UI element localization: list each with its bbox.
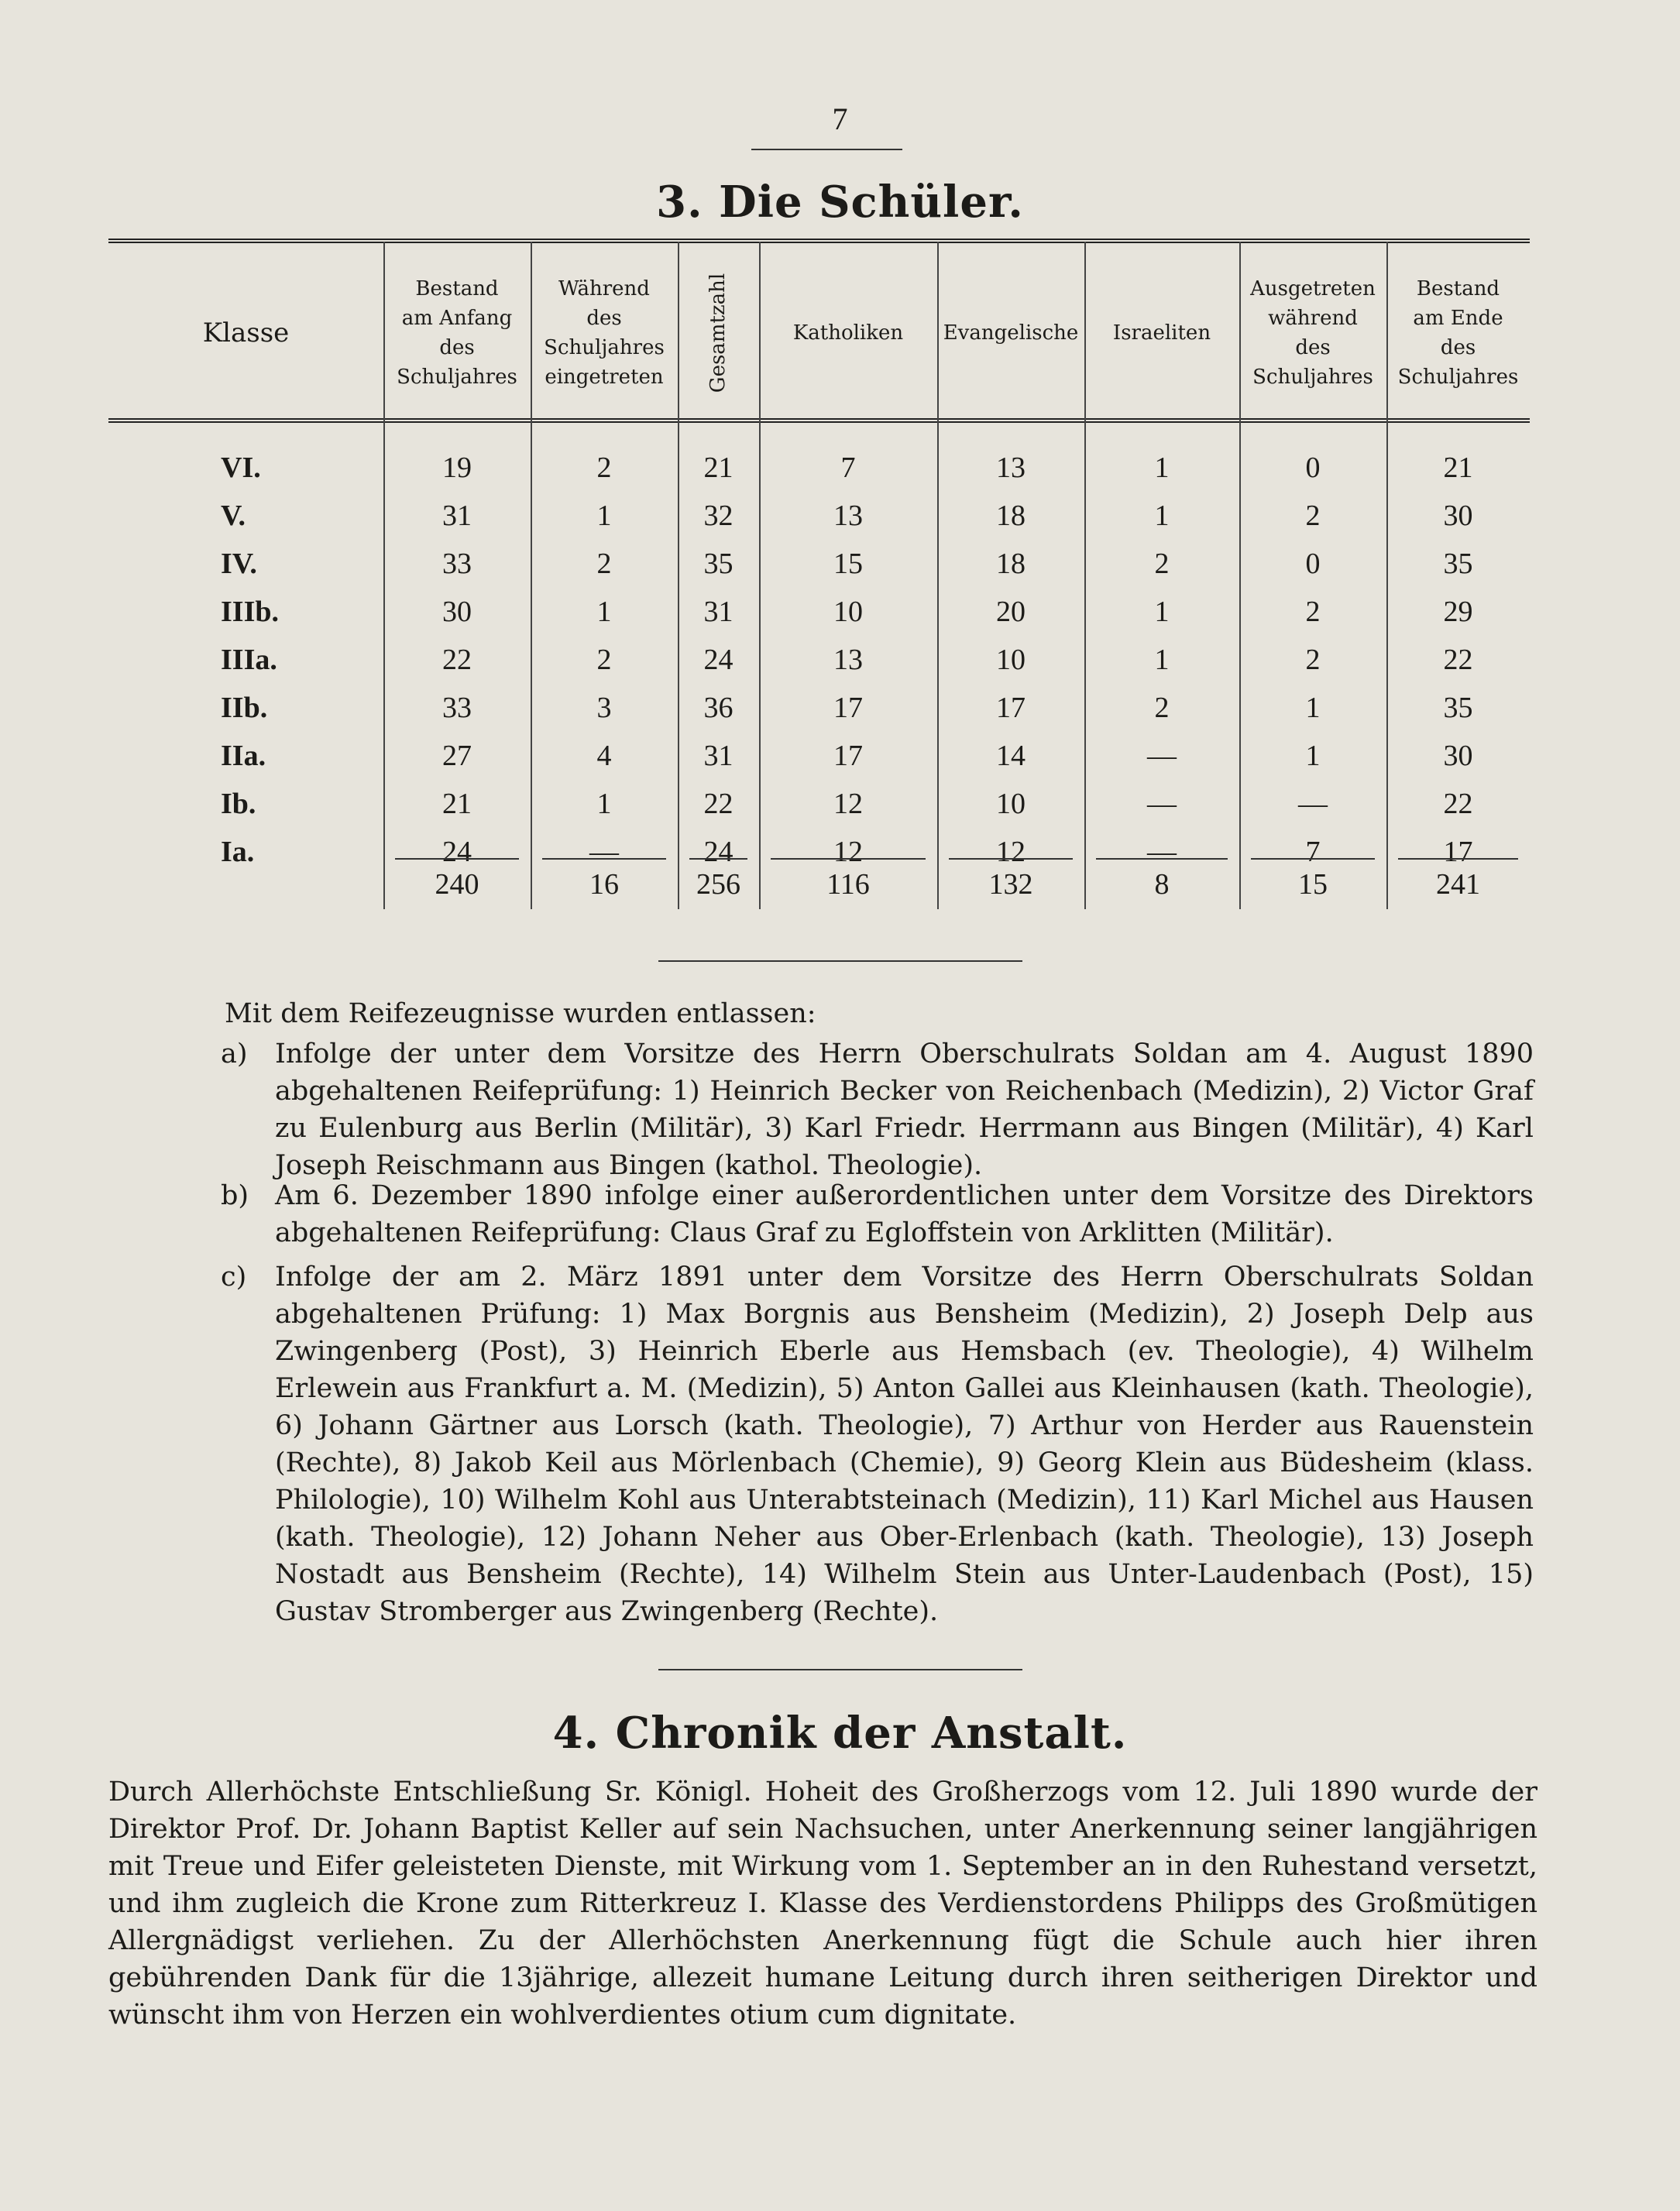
chronicle-paragraph: Durch Allerhöchste Entschließung Sr. Königl. Hoheit des Großherzogs vom 12. Juli 1890 wurde der Direktor Prof. Dr. Johann Baptist Keller auf sein Nachsuchen, unter Anerkennung seiner langjährigen mit Treue und Eifer geleisteten Dienste, mit Wirkung vom 1. September an in den Ruhestand versetzt, und ihm zugleich die Krone zum Ritterkreuz I. Klasse des Verdienstordens Philipps des Großmütigen Allergnädigst verliehen. Zu der Allerhöchsten Anerkennung fügt die Schule auch hier ihren gebührenden Dank für die 13jährige, allezeit humane Leitung durch ihren seitherigen Direktor und wünscht ihm von Herzen ein wohlverdientes otium cum dignitate.	[108, 1777, 1537, 2031]
table-header-cell	[1239, 252, 1386, 414]
table-row-class: V.	[221, 500, 246, 532]
table-cell: 18	[996, 500, 1026, 532]
table-cell: 31	[703, 740, 733, 772]
totals-rule	[1096, 858, 1228, 860]
table-cell: 35	[1443, 692, 1473, 724]
table-header-cell	[678, 252, 759, 414]
table-cell: 2	[1305, 644, 1321, 676]
item-label: b)	[221, 1180, 249, 1211]
table-header-cell	[1084, 252, 1239, 414]
table-cell: 2	[1154, 692, 1170, 724]
totals-rule	[542, 858, 666, 860]
table-cell: 24	[703, 644, 733, 676]
table-cell: 29	[1443, 596, 1473, 628]
header-line: Bestand	[415, 277, 499, 300]
table-row-class: Ib.	[221, 788, 256, 820]
header-line: Schuljahres	[397, 366, 517, 389]
table-cell: 12	[996, 836, 1026, 868]
item-label: c)	[221, 1262, 247, 1293]
table-row-class: IIIa.	[221, 644, 277, 676]
header-line: Evangelische	[943, 321, 1079, 345]
table-cell: 22	[442, 644, 472, 676]
separator-rule	[658, 1669, 1022, 1670]
table-cell: 2	[596, 451, 612, 484]
table-total-cell: 241	[1436, 868, 1480, 901]
header-line: Während	[558, 277, 650, 300]
table-cell: 13	[833, 500, 863, 532]
table-total-cell: 8	[1154, 868, 1170, 901]
header-line: Schuljahres	[1252, 366, 1373, 389]
table-cell: 7	[840, 451, 856, 484]
table-cell: 4	[596, 740, 612, 772]
table-cell: 2	[596, 548, 612, 580]
table-cell: 1	[1154, 500, 1170, 532]
table-cell: 21	[703, 451, 733, 484]
table-cell: 15	[833, 548, 863, 580]
table-top-rule	[108, 239, 1530, 243]
header-line: Israeliten	[1112, 321, 1211, 345]
header-line: Klasse	[202, 318, 290, 348]
table-cell: 2	[1305, 500, 1321, 532]
table-cell: 10	[996, 788, 1026, 820]
table-cell: 17	[833, 740, 863, 772]
table-cell: 31	[703, 596, 733, 628]
table-cell: 1	[1154, 451, 1170, 484]
header-line: während	[1268, 307, 1358, 330]
table-header-cell	[1386, 252, 1530, 414]
header-line: Schuljahres	[544, 336, 665, 359]
table-row-class: IIIb.	[221, 596, 279, 628]
table-cell: —	[1147, 788, 1177, 820]
header-line: am Ende	[1413, 307, 1503, 330]
header-line: Ausgetreten	[1250, 277, 1376, 300]
table-cell: 24	[442, 836, 472, 868]
table-cell: 21	[442, 788, 472, 820]
table-cell: 12	[833, 836, 863, 868]
totals-rule	[1251, 858, 1375, 860]
table-cell: 13	[996, 451, 1026, 484]
item-text: Infolge der unter dem Vorsitze des Herrn Oberschulrats Soldan am 4. August 1890 abgehaltenen Reifeprüfung: 1) Heinrich Becker von Reichenbach (Medizin), 2) Victor Graf zu Eulenburg aus Berlin (Militär), 3) Karl Friedr. Herrmann aus Bingen (Militär), 4) Karl Joseph Reischmann aus Bingen (kathol. Theologie).	[275, 1039, 1534, 1181]
totals-rule	[689, 858, 747, 860]
table-total-cell: 256	[696, 868, 740, 901]
table-cell: 17	[833, 692, 863, 724]
table-header-cell	[531, 252, 678, 414]
table-cell: 12	[833, 788, 863, 820]
table-cell: 18	[996, 548, 1026, 580]
table-total-cell: 116	[826, 868, 870, 901]
table-row-class: IV.	[221, 548, 257, 580]
table-cell: 17	[1443, 836, 1473, 868]
table-total-cell: 15	[1298, 868, 1328, 901]
table-cell: 22	[1443, 644, 1473, 676]
table-cell: 0	[1305, 548, 1321, 580]
table-header-cell	[759, 252, 937, 414]
table-cell: 30	[442, 596, 472, 628]
table-cell: 1	[596, 596, 612, 628]
table-cell: 14	[996, 740, 1026, 772]
table-cell: 35	[1443, 548, 1473, 580]
table-cell: 32	[703, 500, 733, 532]
section-title-chronicle: 4. Chronik der Anstalt.	[552, 1708, 1128, 1759]
table-cell: 31	[442, 500, 472, 532]
table-cell: 33	[442, 548, 472, 580]
header-line: des	[586, 307, 622, 330]
header-line: des	[1295, 336, 1331, 359]
table-cell: 30	[1443, 740, 1473, 772]
graduates-item-a	[221, 1035, 1534, 1184]
separator-rule	[658, 960, 1022, 962]
table-cell: 1	[1305, 692, 1321, 724]
table-header-cell	[383, 252, 531, 414]
table-row-class: IIa.	[221, 740, 266, 772]
table-header-cell	[937, 252, 1084, 414]
table-total-cell: 240	[435, 868, 479, 901]
header-line: Schuljahres	[1397, 366, 1519, 389]
table-cell: 3	[596, 692, 612, 724]
table-cell: 1	[1154, 644, 1170, 676]
table-cell: 35	[703, 548, 733, 580]
section-title-students: 3. Die Schüler.	[656, 177, 1024, 228]
table-cell: 13	[833, 644, 863, 676]
table-cell: 7	[1305, 836, 1321, 868]
table-cell: 24	[703, 836, 733, 868]
table-cell: 10	[833, 596, 863, 628]
item-text: Am 6. Dezember 1890 infolge einer außerordentlichen unter dem Vorsitze des Direktors abgehaltenen Reifeprüfung: Claus Graf zu Egloffstein von Arklitten (Militär).	[275, 1180, 1534, 1248]
table-cell: —	[1298, 788, 1328, 820]
totals-rule	[771, 858, 926, 860]
table-header-cell	[108, 252, 383, 414]
totals-rule	[949, 858, 1073, 860]
table-row-class: Ia.	[221, 836, 255, 868]
header-label: Gesamtzahl	[706, 273, 730, 393]
table-cell: 1	[596, 788, 612, 820]
graduates-intro: Mit dem Reifezeugnisse wurden entlassen:	[225, 998, 816, 1029]
table-cell: 22	[1443, 788, 1473, 820]
table-cell: 17	[996, 692, 1026, 724]
header-line: am Anfang	[401, 307, 513, 330]
table-row-class: VI.	[221, 451, 261, 484]
table-cell: —	[1147, 836, 1177, 868]
table-cell: —	[589, 836, 619, 868]
table-cell: 19	[442, 451, 472, 484]
table-cell: 20	[996, 596, 1026, 628]
table-total-cell: 132	[988, 868, 1033, 901]
table-cell: 33	[442, 692, 472, 724]
table-cell: 2	[1154, 548, 1170, 580]
table-total-cell: 16	[589, 868, 619, 901]
item-label: a)	[221, 1039, 248, 1069]
table-cell: 30	[1443, 500, 1473, 532]
page-number: 7	[832, 101, 848, 136]
totals-rule	[395, 858, 519, 860]
table-header-rule	[108, 418, 1530, 423]
header-line: Katholiken	[792, 321, 904, 345]
header-line: eingetreten	[545, 366, 664, 389]
graduates-item-b	[221, 1177, 1534, 1251]
table-cell: 1	[1305, 740, 1321, 772]
table-cell: 36	[703, 692, 733, 724]
table-cell: 21	[1443, 451, 1473, 484]
page-number-rule	[751, 149, 902, 150]
graduates-item-c	[221, 1258, 1534, 1630]
table-row-class: IIb.	[221, 692, 268, 724]
totals-rule	[1398, 858, 1518, 860]
table-cell: 0	[1305, 451, 1321, 484]
table-cell: 10	[996, 644, 1026, 676]
table-cell: 1	[1154, 596, 1170, 628]
table-cell: 1	[596, 500, 612, 532]
header-line: Bestand	[1416, 277, 1500, 300]
item-text: Infolge der am 2. März 1891 unter dem Vorsitze des Herrn Oberschulrats Soldan abgehaltenen Prüfung: 1) Max Borgnis aus Bensheim (Medizin), 2) Joseph Delp aus Zwingenberg (Post), 3) Heinrich Eberle aus Hemsbach (ev. Theologie), 4) Wilhelm Erlewein aus Frankfurt a. M. (Medizin), 5) Anton Gallei aus Kleinhausen (kath. Theologie), 6) Johann Gärtner aus Lorsch (kath. Theologie), 7) Arthur von Herder aus Rauenstein (Rechte), 8) Jakob Keil aus Mörlenbach (Chemie), 9) Georg Klein aus Büdesheim (klass. Philologie), 10) Wilhelm Kohl aus Unterabtsteinach (Medizin), 11) Karl Michel aus Hausen (kath. Theologie), 12) Johann Neher aus Ober-Erlenbach (kath. Theologie), 13) Joseph Nostadt aus Bensheim (Rechte), 14) Wilhelm Stein aus Unter-Laudenbach (Post), 15) Gustav Stromberger aus Zwingenberg (Rechte).	[275, 1262, 1534, 1627]
table-cell: 2	[1305, 596, 1321, 628]
table-cell: 27	[442, 740, 472, 772]
table-cell: —	[1147, 740, 1177, 772]
table-cell: 2	[596, 644, 612, 676]
header-line: des	[1440, 336, 1476, 359]
table-cell: 22	[703, 788, 733, 820]
header-line: des	[439, 336, 475, 359]
